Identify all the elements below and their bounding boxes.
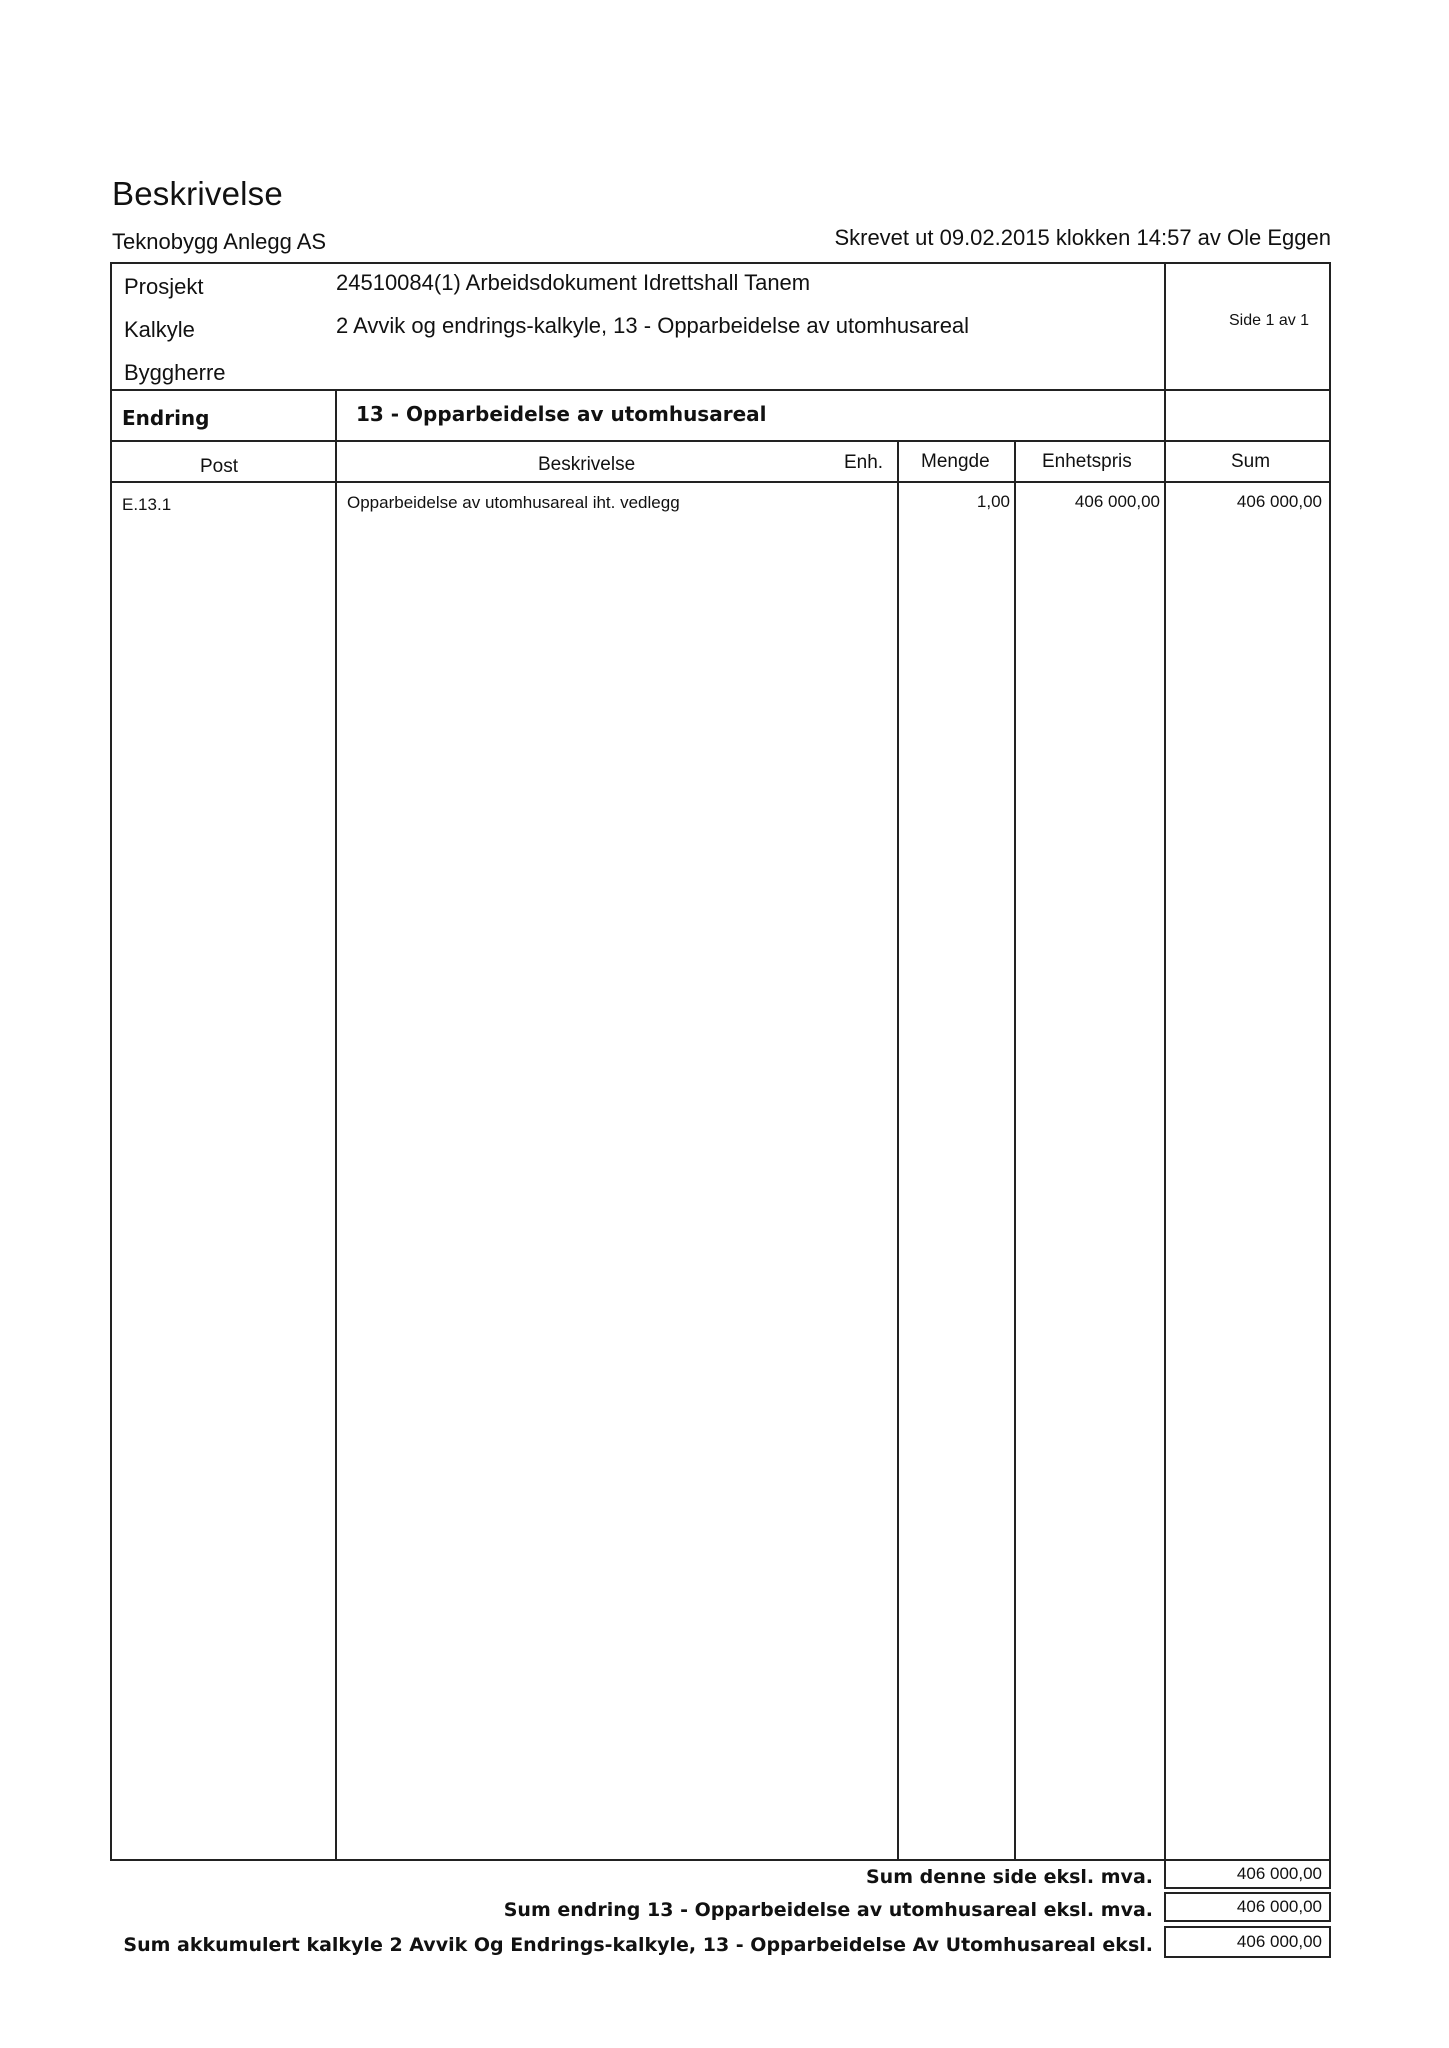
kalkyle-label: Kalkyle — [124, 317, 195, 342]
col-header-enhetspris: Enhetspris — [1042, 451, 1132, 472]
col-divider-enhetspris — [1164, 440, 1166, 1861]
col-header-enh: Enh. — [844, 452, 884, 473]
endring-value: 13 - Opparbeidelse av utomhusareal — [356, 402, 767, 426]
endring-divider-v — [335, 389, 337, 442]
total-value-akkumulert: 406 000,00 — [1236, 1932, 1322, 1951]
header-row-divider — [110, 481, 1331, 483]
col-divider-post — [335, 440, 337, 1861]
prosjekt-value: 24510084(1) Arbeidsdokument Idrettshall Tanem — [336, 270, 811, 295]
row-beskrivelse: Opparbeidelse av utomhusareal iht. vedlegg — [347, 493, 680, 512]
col-header-beskrivelse: Beskrivelse — [538, 454, 636, 475]
page-number: Side 1 av 1 — [1229, 312, 1310, 329]
col-header-sum: Sum — [1231, 451, 1271, 472]
company-name: Teknobygg Anlegg AS — [112, 229, 327, 254]
info-divider-page — [1164, 262, 1166, 442]
total-label-page: Sum denne side eksl. mva. — [866, 1866, 1153, 1888]
byggherre-label: Byggherre — [124, 360, 226, 385]
row-mengde: 1,00 — [976, 492, 1010, 511]
total-value-endring: 406 000,00 — [1236, 1897, 1322, 1916]
page-title: Beskrivelse — [112, 175, 283, 212]
printed-info: Skrevet ut 09.02.2015 klokken 14:57 av Ole Eggen — [834, 225, 1331, 250]
info-divider-endring — [110, 389, 1331, 391]
total-label-endring: Sum endring 13 - Opparbeidelse av utomhusareal eksl. mva. — [503, 1899, 1153, 1921]
items-table — [110, 440, 1331, 1861]
col-divider-enh — [897, 440, 899, 1861]
endring-label: Endring — [122, 406, 210, 430]
total-label-akkumulert: Sum akkumulert kalkyle 2 Avvik Og Endrings-kalkyle, 13 - Opparbeidelse Av Utomhusareal eksl. — [123, 1934, 1153, 1956]
prosjekt-label: Prosjekt — [124, 274, 204, 299]
row-enhetspris: 406 000,00 — [1074, 492, 1160, 511]
col-divider-mengde — [1014, 440, 1016, 1861]
total-value-page: 406 000,00 — [1236, 1864, 1322, 1883]
kalkyle-value: 2 Avvik og endrings-kalkyle, 13 - Opparbeidelse av utomhusareal — [336, 313, 970, 338]
col-header-mengde: Mengde — [921, 451, 990, 472]
row-post: E.13.1 — [122, 495, 172, 514]
row-sum: 406 000,00 — [1236, 492, 1322, 511]
col-header-post: Post — [200, 456, 239, 477]
